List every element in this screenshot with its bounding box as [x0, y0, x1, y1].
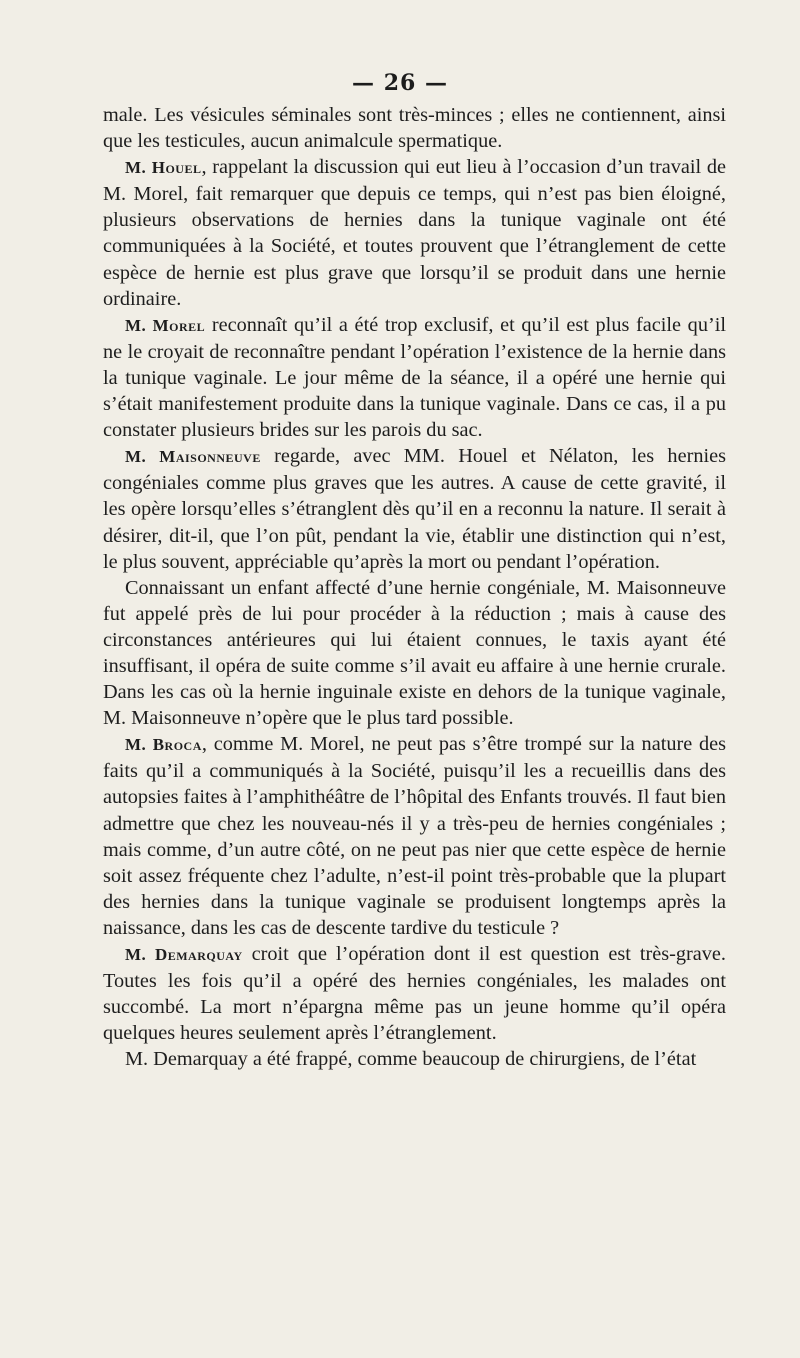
speaker-name: M. Maisonneuve: [125, 447, 261, 467]
page-number: — 26 —: [352, 70, 448, 96]
paragraph-text: M. Demarquay a été frappé, comme beaucoup de chirurgiens, de l’état: [125, 1048, 697, 1071]
paragraph-maisonneuve: [103, 443, 726, 574]
speaker-name: M. Demarquay: [125, 945, 243, 964]
paragraph-text: regarde, avec MM. Houel et Nélaton, les hernies congéniales comme plus graves que les autres. A cause de cette gravité, il les opère lorsqu’elles s’étranglent dès qu’il en a reconnu la nature. Il serait à désirer, dit-il, que l’on pût, pendant la vie, établir une distinction qui n’est, le plus souvent, appréciable qu’après la mort ou pendant l’opération.: [103, 445, 726, 573]
speaker-name: M. Broca: [125, 735, 202, 755]
paragraph-houel: [103, 154, 726, 312]
paragraph-text: , rappelant la discussion qui eut lieu à l’occasion d’un travail de M. Morel, fait remarquer que depuis ce temps, qui n’est pas bien éloigné, plusieurs observations de hernies dans la tunique vaginale ont été communiquées à la Société, et toutes prouvent que l’étranglement de cette espèce de hernie est plus grave que lorsqu’il se produit dans une hernie ordinaire.: [103, 156, 727, 310]
paragraph-text: reconnaît qu’il a été trop exclusif, et qu’il est plus facile qu’il ne le croyait de reconnaître pendant l’opération l’existence de la hernie dans la tunique vaginale. Le jour même de la séance, il a opéré une hernie qui s’était manifestement produite dans la tunique vaginale. Dans ce cas, il a pu constater plusieurs brides sur les parois du sac.: [103, 313, 726, 442]
paragraph-demarquay-continued: [103, 1046, 726, 1072]
paragraph-broca: [103, 731, 726, 941]
paragraph-morel: [103, 312, 726, 443]
paragraph-demarquay: [103, 941, 726, 1046]
paragraph-maisonneuve-case: [103, 575, 726, 732]
paragraph-text: Connaissant un enfant affecté d’une hernie congéniale, M. Maisonneuve fut appelé près de lui pour procéder à la réduction ; mais à cause des circonstances antérieures qui lui étaient connues, le taxis ayant été insuffisant, il opéra de suite comme s’il avait eu affaire à une hernie crurale. Dans les cas où la hernie inguinale existe en dehors de la tunique vaginale, M. Maisonneuve n’opère que le plus tard possible.: [103, 576, 726, 730]
paragraph-text: male. Les vésicules séminales sont très-minces ; elles ne contiennent, ainsi que les testicules, aucun animalcule spermatique.: [103, 104, 726, 153]
paragraph-text: croit que l’opération dont il est question est très-grave. Toutes les fois qu’il a opéré des hernies congéniales, les malades ont succombé. La mort n’épargna même pas un jeune homme qu’il opéra quelques heures seulement après l’étranglement.: [103, 943, 726, 1045]
speaker-name: M. Houel: [125, 158, 202, 178]
paragraph-text: , comme M. Morel, ne peut pas s’être trompé sur la nature des faits qu’il a communiqués à la Société, puisqu’il les a recueillis dans des autopsies faites à l’amphithéâtre de l’hôpital des Enfants trouvés. Il faut bien admettre que chez les nouveau-nés il y a très-peu de hernies congéniales ; mais comme, d’un autre côté, on ne peut pas nier que cette espèce de hernie soit assez fréquente chez l’adulte, n’est-il point très-probable que la plupart des hernies dans la tunique vaginale se produisent longtemps après la naissance, dans les cas de descente tardive du testicule ?: [103, 733, 726, 939]
paragraph-continuation: [103, 102, 726, 154]
body-text: [103, 102, 726, 1072]
speaker-name: M. Morel: [125, 315, 206, 335]
